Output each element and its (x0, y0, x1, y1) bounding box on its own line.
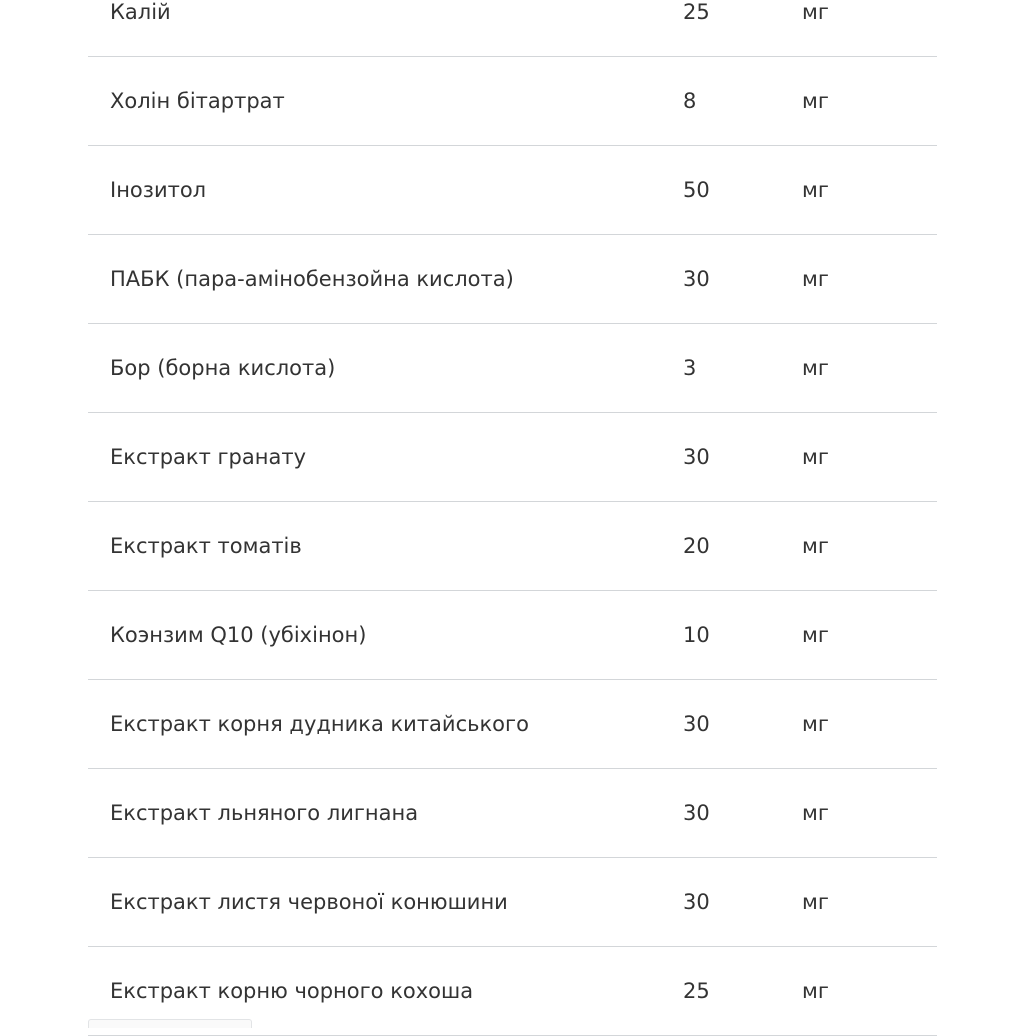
ingredient-name: Екстракт томатів (110, 534, 302, 558)
ingredient-unit: мг (802, 178, 829, 202)
ingredient-name: Бор (борна кислота) (110, 356, 336, 380)
table-row (88, 0, 937, 57)
ingredient-amount: 3 (683, 356, 697, 380)
table-row (88, 57, 937, 146)
table-row (88, 591, 937, 680)
ingredient-amount: 8 (683, 89, 697, 113)
ingredient-unit: мг (802, 356, 829, 380)
ingredient-name: Коэнзим Q10 (убіхінон) (110, 623, 367, 647)
table-row (88, 858, 937, 947)
ingredient-unit: мг (802, 0, 829, 24)
ingredient-name: Екстракт льняного лигнана (110, 801, 419, 825)
ingredient-name: Екстракт гранату (110, 445, 307, 469)
table-row (88, 324, 937, 413)
ingredient-unit: мг (802, 979, 829, 1003)
ingredient-amount: 30 (683, 445, 710, 469)
table-row (88, 413, 937, 502)
ingredient-name: Екстракт листя червоної конюшини (110, 890, 508, 914)
ingredient-unit: мг (802, 623, 829, 647)
ingredient-unit: мг (802, 445, 829, 469)
ingredient-unit: мг (802, 267, 829, 291)
ingredient-name: Холін бітартрат (110, 89, 285, 113)
ingredient-name: ПАБК (пара-амінобензойна кислота) (110, 267, 514, 291)
ingredient-amount: 30 (683, 267, 710, 291)
ingredient-unit: мг (802, 712, 829, 736)
ingredient-amount: 30 (683, 890, 710, 914)
ingredient-name: Екстракт корню чорного кохоша (110, 979, 474, 1003)
ingredients-table (88, 0, 937, 1036)
table-row (88, 502, 937, 591)
ingredient-amount: 10 (683, 623, 710, 647)
ingredient-amount: 50 (683, 178, 710, 202)
ingredient-name: Інозитол (110, 178, 207, 202)
ingredient-name: Калій (110, 0, 171, 24)
ingredient-amount: 30 (683, 801, 710, 825)
ingredient-unit: мг (802, 534, 829, 558)
ingredient-amount: 20 (683, 534, 710, 558)
ingredient-unit: мг (802, 89, 829, 113)
ingredient-unit: мг (802, 890, 829, 914)
ingredient-amount: 25 (683, 0, 710, 24)
table-row (88, 680, 937, 769)
ingredient-amount: 25 (683, 979, 710, 1003)
table-row (88, 235, 937, 324)
ingredient-name: Екстракт корня дудника китайського (110, 712, 529, 736)
table-row (88, 146, 937, 235)
ingredient-amount: 30 (683, 712, 710, 736)
ingredient-unit: мг (802, 801, 829, 825)
table-row (88, 769, 937, 858)
